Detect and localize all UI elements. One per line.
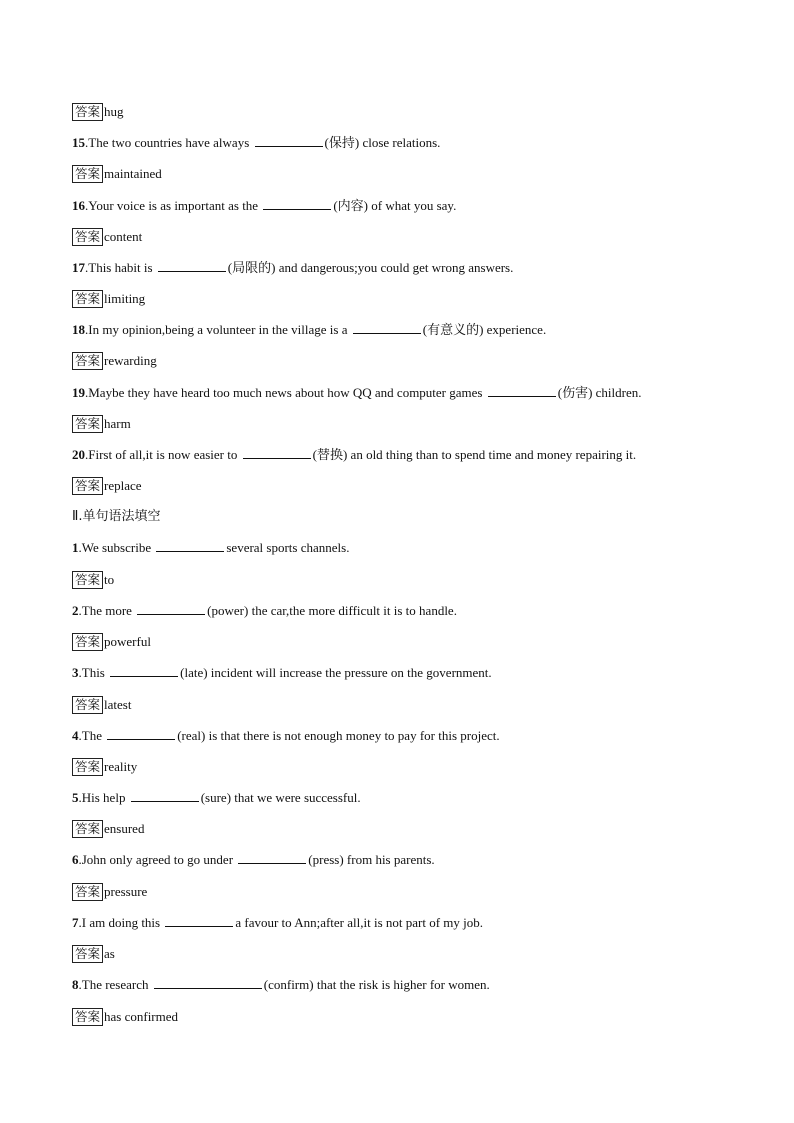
question-hint: (保持) xyxy=(324,135,360,150)
question-text: .This xyxy=(78,665,109,680)
question-text: .The xyxy=(78,728,106,743)
question-1 xyxy=(72,539,349,557)
question-hint: (confirm) xyxy=(263,977,314,992)
question-text: .This habit is xyxy=(85,260,156,275)
answer-badge: 答案 xyxy=(72,633,103,651)
answer-row xyxy=(72,571,114,589)
answer-row xyxy=(72,945,115,963)
answer-text: to xyxy=(104,572,115,587)
answer-badge: 答案 xyxy=(72,758,103,776)
question-text: incident will increase the pressure on the government. xyxy=(207,665,492,680)
answer-row xyxy=(72,415,131,433)
question-number: 20 xyxy=(72,447,85,462)
question-6 xyxy=(72,851,435,869)
answer-badge: 答案 xyxy=(72,228,103,246)
question-20 xyxy=(72,446,636,464)
answer-badge: 答案 xyxy=(72,290,103,308)
question-text: .John only agreed to go under xyxy=(78,852,237,867)
question-text: close relations. xyxy=(359,135,441,150)
question-hint: (press) xyxy=(308,852,344,867)
question-number: 3 xyxy=(72,665,79,680)
question-text: .In my opinion,being a volunteer in the village is a xyxy=(85,322,351,337)
question-hint: (内容) xyxy=(333,198,368,213)
answer-blank[interactable] xyxy=(238,851,306,864)
answer-text: ensured xyxy=(104,821,145,836)
question-number: 6 xyxy=(72,852,79,867)
answer-row xyxy=(72,103,124,121)
question-number: 1 xyxy=(72,540,79,555)
question-text: the car,the more difficult it is to handle. xyxy=(248,603,457,618)
question-text: .His help xyxy=(78,790,129,805)
answer-blank[interactable] xyxy=(131,789,199,802)
question-number: 2 xyxy=(72,603,79,618)
answer-row xyxy=(72,883,147,901)
question-hint: (伤害) xyxy=(557,385,593,400)
answer-blank[interactable] xyxy=(353,321,421,334)
question-text: and dangerous;you could get wrong answers. xyxy=(275,260,514,275)
answer-badge: 答案 xyxy=(72,1008,103,1026)
question-number: 4 xyxy=(72,728,79,743)
question-hint: (sure) xyxy=(200,790,232,805)
question-18 xyxy=(72,321,546,339)
question-4 xyxy=(72,727,500,745)
question-2 xyxy=(72,602,457,620)
answer-row xyxy=(72,477,142,495)
question-hint: (real) xyxy=(177,728,206,743)
answer-row xyxy=(72,633,151,651)
answer-row xyxy=(72,352,157,370)
answer-badge: 答案 xyxy=(72,945,103,963)
answer-blank[interactable] xyxy=(137,602,205,615)
answer-blank[interactable] xyxy=(156,539,224,552)
question-number: 18 xyxy=(72,322,85,337)
question-hint: (局限的) xyxy=(227,260,276,275)
question-text: experience. xyxy=(483,322,547,337)
question-text: is that there is not enough money to pay for this project. xyxy=(205,728,500,743)
question-text: .The more xyxy=(78,603,136,618)
answer-text: maintained xyxy=(104,166,162,181)
question-text: .First of all,it is now easier to xyxy=(85,447,241,462)
answer-blank[interactable] xyxy=(263,197,331,210)
answer-blank[interactable] xyxy=(255,134,323,147)
question-text: from his parents. xyxy=(343,852,435,867)
question-15 xyxy=(72,134,440,152)
question-number: 17 xyxy=(72,260,85,275)
answer-blank[interactable] xyxy=(158,259,226,272)
answer-badge: 答案 xyxy=(72,820,103,838)
answer-row xyxy=(72,1008,178,1026)
answer-badge: 答案 xyxy=(72,477,103,495)
answer-badge: 答案 xyxy=(72,103,103,121)
answer-text: pressure xyxy=(104,884,148,899)
answer-blank[interactable] xyxy=(154,976,262,989)
question-text: .The research xyxy=(78,977,152,992)
question-text: .The two countries have always xyxy=(85,135,253,150)
question-number: 5 xyxy=(72,790,79,805)
answer-row xyxy=(72,758,137,776)
answer-badge: 答案 xyxy=(72,352,103,370)
question-text: children. xyxy=(592,385,642,400)
answer-text: rewarding xyxy=(104,353,157,368)
answer-text: replace xyxy=(104,478,142,493)
question-16 xyxy=(72,197,456,215)
answer-row xyxy=(72,820,144,838)
answer-row xyxy=(72,165,162,183)
answer-text: has confirmed xyxy=(104,1009,179,1024)
question-text: an old thing than to spend time and money repairing it. xyxy=(347,447,637,462)
answer-badge: 答案 xyxy=(72,883,103,901)
question-text: .Your voice is as important as the xyxy=(85,198,262,213)
question-number: 8 xyxy=(72,977,79,992)
answer-blank[interactable] xyxy=(243,446,311,459)
answer-badge: 答案 xyxy=(72,415,103,433)
question-3 xyxy=(72,664,492,682)
question-7 xyxy=(72,914,483,932)
question-hint: (替换) xyxy=(312,447,348,462)
answer-badge: 答案 xyxy=(72,165,103,183)
question-19 xyxy=(72,384,642,402)
answer-badge: 答案 xyxy=(72,696,103,714)
question-text: that the risk is higher for women. xyxy=(313,977,490,992)
answer-text: as xyxy=(104,946,115,961)
answer-text: hug xyxy=(104,104,124,119)
section-title: Ⅱ.单句语法填空 xyxy=(72,509,161,524)
question-text: several sports channels. xyxy=(226,540,350,555)
question-number: 16 xyxy=(72,198,85,213)
answer-text: harm xyxy=(104,416,131,431)
answer-row xyxy=(72,290,145,308)
answer-row xyxy=(72,696,131,714)
question-17 xyxy=(72,259,513,277)
answer-blank[interactable] xyxy=(110,664,178,677)
answer-text: content xyxy=(104,229,143,244)
answer-blank[interactable] xyxy=(107,727,175,740)
question-text: of what you say. xyxy=(368,198,457,213)
question-hint: (late) xyxy=(180,665,208,680)
question-hint: (power) xyxy=(207,603,249,618)
answer-blank[interactable] xyxy=(488,384,556,397)
answer-text: limiting xyxy=(104,291,146,306)
answer-text: powerful xyxy=(104,634,151,649)
answer-badge: 答案 xyxy=(72,571,103,589)
question-number: 7 xyxy=(72,915,79,930)
question-text: .I am doing this xyxy=(78,915,164,930)
question-hint: (有意义的) xyxy=(422,322,484,337)
question-number: 15 xyxy=(72,135,85,150)
answer-blank[interactable] xyxy=(165,914,233,927)
question-text: a favour to Ann;after all,it is not part of my job. xyxy=(235,915,484,930)
question-text: .Maybe they have heard too much news about how QQ and computer games xyxy=(85,385,486,400)
question-5 xyxy=(72,789,361,807)
answer-text: reality xyxy=(104,759,138,774)
question-8 xyxy=(72,976,490,994)
question-text: .We subscribe xyxy=(78,540,155,555)
question-number: 19 xyxy=(72,385,85,400)
question-text: that we were successful. xyxy=(231,790,361,805)
answer-text: latest xyxy=(104,697,132,712)
answer-row xyxy=(72,228,142,246)
